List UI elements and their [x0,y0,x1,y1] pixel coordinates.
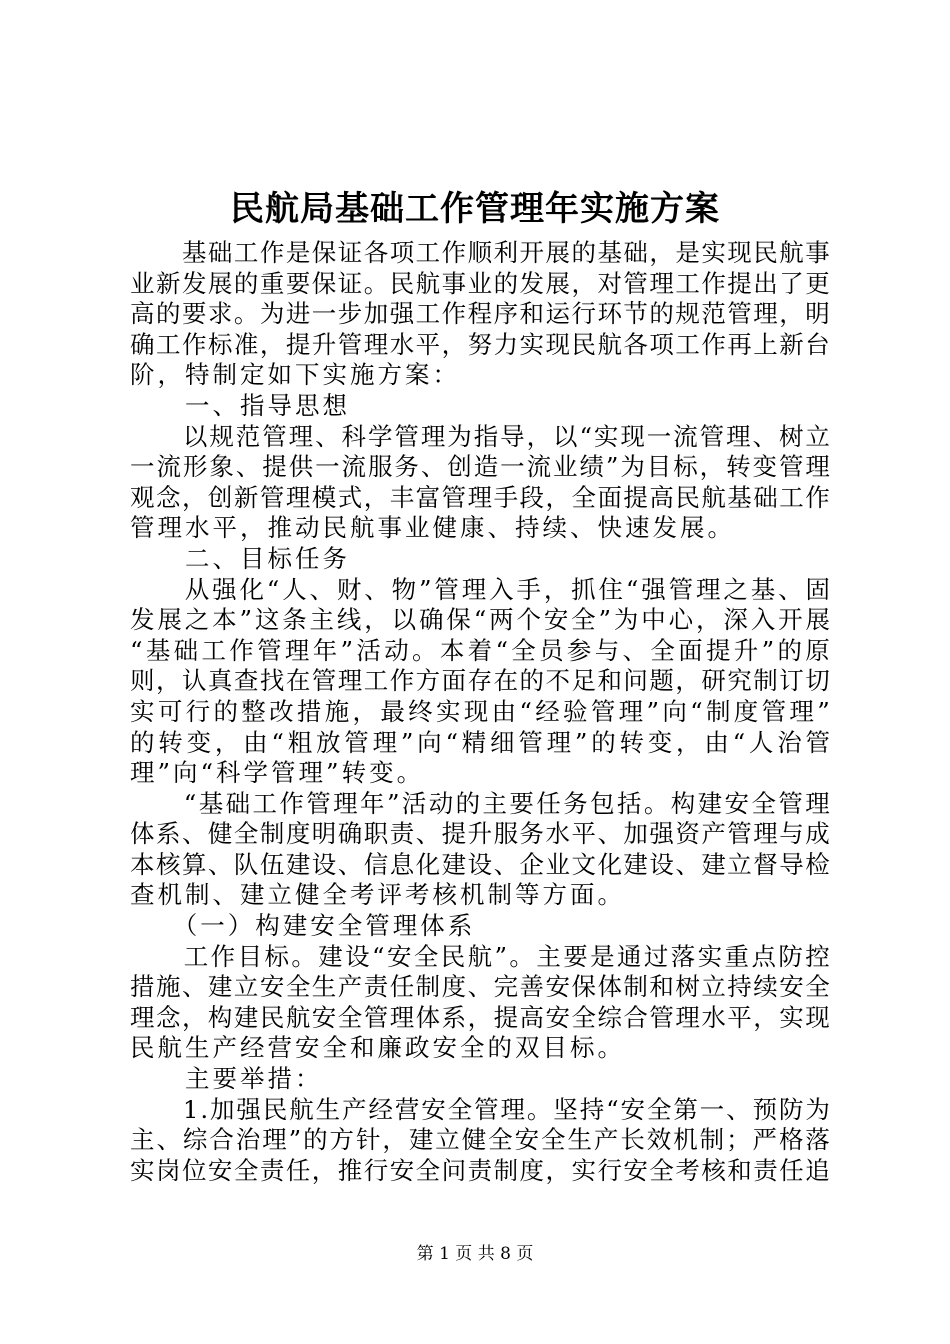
paragraph-line: 体 系 、 健 全 制 度 明 确 职 责 、 提 升 服 务 水 平 、 加 强 资 产 管 理 与 成 [130,819,830,849]
page-number-footer: 第 1 页 共 8 页 [416,1244,534,1264]
paragraph-line: 主 、 综 合 治 理 ” 的 方 针 ， 建 立 健 全 安 全 生 产 长 效 机 制 ； 严 格 落 [130,1125,830,1155]
paragraph-line: 1 . 加 强 民 航 生 产 经 营 安 全 管 理 。 坚 持 “ 安 全 第 一 、 预 防 为 [182,1094,830,1124]
paragraph-line: 的 转 变 ， 由 “ 粗 放 管 理 ” 向 “ 精 细 管 理 ” 的 转 变 ， 由 “ 人 治 管 [130,727,830,757]
paragraph-line: （一）构建安全管理体系 [130,911,476,941]
paragraph-line: 管理水平，推动民航事业健康、持续、快速发展。 [130,513,735,543]
paragraph-line: 一 流 形 象 、 提 供 一 流 服 务 、 创 造 一 流 业 绩 ” 为 目 标 ， 转 变 管 理 [130,452,830,482]
paragraph-line: 则 ， 认 真 查 找 在 管 理 工 作 方 面 存 在 的 不 足 和 问 题 ， 研 究 制 订 切 [130,666,830,696]
paragraph-line: 高 的 要 求 。 为 进 一 步 加 强 工 作 程 序 和 运 行 环 节 的 规 范 管 理 ， 明 [130,299,830,329]
paragraph-line: 业 新 发 展 的 重 要 保 证 。 民 航 事 业 的 发 展 ， 对 管 理 工 作 提 出 了 更 [130,268,830,298]
paragraph-line: 理”向“科学管理”转变。 [130,758,425,788]
paragraph-line: 本 核 算 、 队 伍 建 设 、 信 息 化 建 设 、 企 业 文 化 建 设 、 建 立 督 导 检 [130,849,830,879]
paragraph-line: 措 施 、 建 立 安 全 生 产 责 任 制 度 、 完 善 安 保 体 制 和 树 立 持 续 安 全 [130,972,830,1002]
paragraph-line: 理 念 ， 构 建 民 航 安 全 管 理 体 系 ， 提 高 安 全 综 合 管 理 水 平 ， 实 现 [130,1002,830,1032]
paragraph-line: 阶，特制定如下实施方案： [130,360,460,390]
paragraph-line: 以 规 范 管 理 、 科 学 管 理 为 指 导 ， 以 “ 实 现 一 流 管 理 、 树 立 [182,421,830,451]
paragraph-line: 二、目标任务 [130,543,350,573]
paragraph-line: “ 基 础 工 作 管 理 年 ” 活 动 的 主 要 任 务 包 括 。 构 建 安 全 管 理 [183,788,830,818]
paragraph-line: 主要举措： [130,1064,323,1094]
paragraph-line: 实 岗 位 安 全 责 任 ， 推 行 安 全 问 责 制 度 ， 实 行 安 全 考 核 和 责 任 追 [130,1155,830,1185]
paragraph-line: “ 基 础 工 作 管 理 年 ” 活 动 。 本 着 “ 全 员 参 与 、 全 面 提 升 ” 的 原 [130,635,830,665]
paragraph-line: 观 念 ， 创 新 管 理 模 式 ， 丰 富 管 理 手 段 ， 全 面 提 高 民 航 基 础 工 作 [130,482,830,512]
paragraph-line: 实 可 行 的 整 改 措 施 ， 最 终 实 现 由 “ 经 验 管 理 ” 向 “ 制 度 管 理 ” [130,696,830,726]
paragraph-line: 从 强 化 “ 人 、 财 、 物 ” 管 理 入 手 ， 抓 住 “ 强 管 理 之 基 、 固 [184,574,830,604]
paragraph-line: 查机制、建立健全考评考核机制等方面。 [130,880,625,910]
document-body [130,238,830,1186]
paragraph-line: 发 展 之 本 ” 这 条 主 线 ， 以 确 保 “ 两 个 安 全 ” 为 中 心 ， 深 入 开 展 [130,605,830,635]
paragraph-line: 确 工 作 标 准 ， 提 升 管 理 水 平 ， 努 力 实 现 民 航 各 项 工 作 再 上 新 台 [130,329,830,359]
paragraph-line: 一、指导思想 [130,390,350,420]
paragraph-line: 工 作 目 标 。 建 设 “ 安 全 民 航 ” 。 主 要 是 通 过 落 实 重 点 防 控 [183,941,830,971]
document-title: 民航局基础工作管理年实施方案 [230,189,720,229]
paragraph-line: 基 础 工 作 是 保 证 各 项 工 作 顺 利 开 展 的 基 础 ， 是 实 现 民 航 事 [181,238,830,267]
paragraph-line: 民航生产经营安全和廉政安全的双目标。 [130,1033,625,1063]
